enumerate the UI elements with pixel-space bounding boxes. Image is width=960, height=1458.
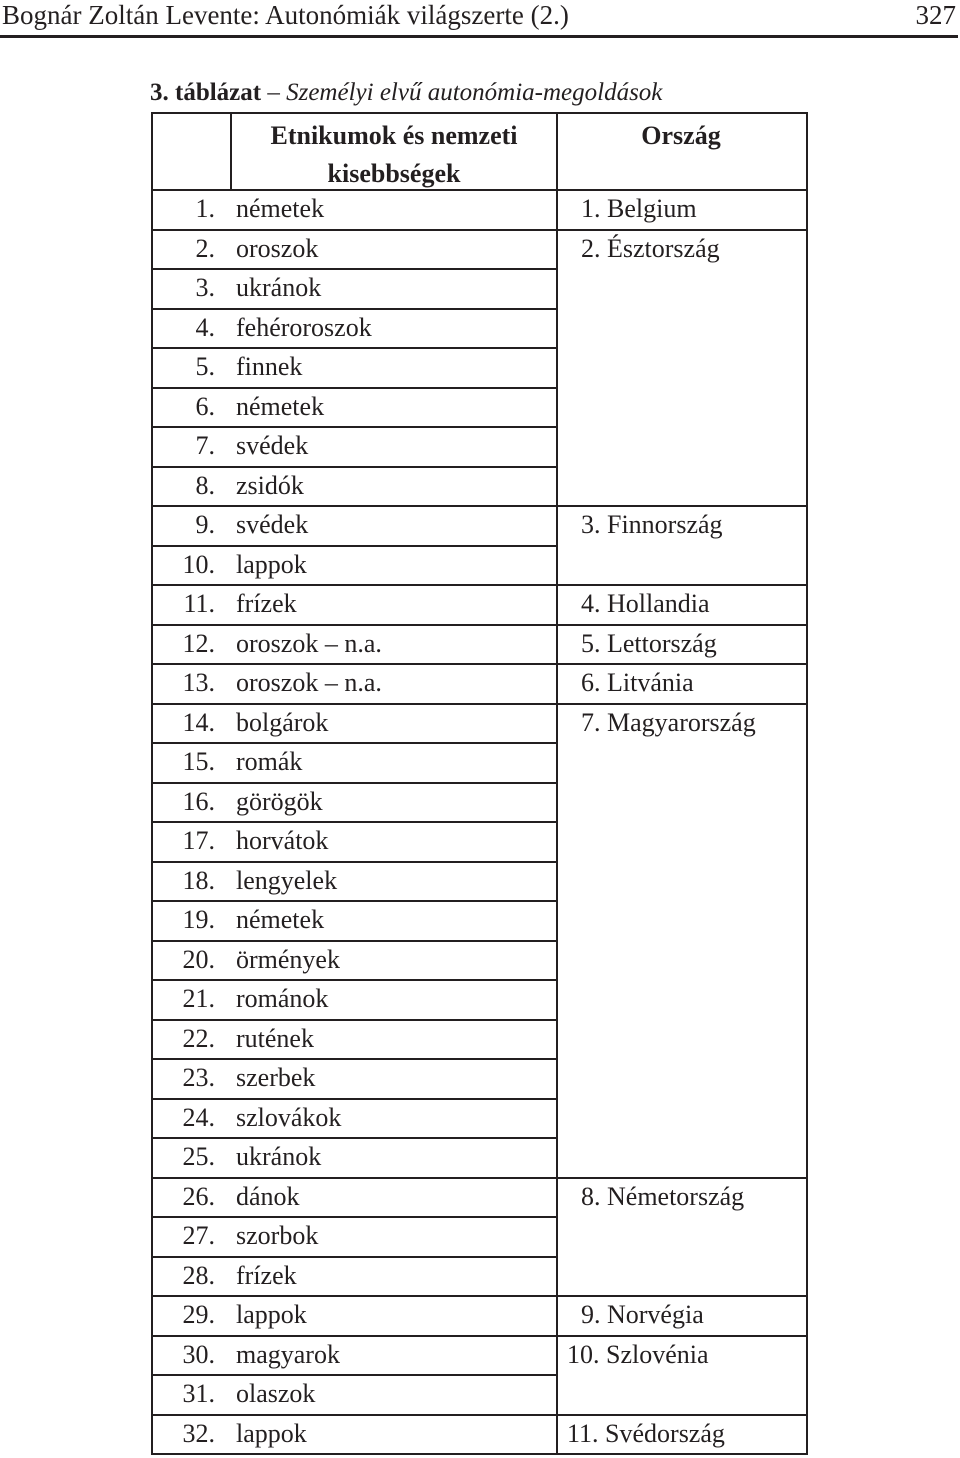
- ethnic-group-name: szerbek: [236, 1063, 316, 1092]
- ethnic-group-name: lengyelek: [236, 865, 338, 895]
- ethnic-group-name: görögök: [236, 786, 323, 816]
- ethnic-group-name: szorbok: [236, 1221, 319, 1250]
- row-number: 13.: [182, 668, 215, 697]
- header-country: Ország: [641, 121, 721, 150]
- ethnic-group-name: németek: [236, 391, 325, 421]
- row-number: 22.: [182, 1023, 215, 1053]
- country-name: 4. Hollandia: [581, 589, 710, 618]
- table-caption: [150, 75, 662, 111]
- header-ethnic-line1: Etnikumok és nemzeti: [270, 121, 518, 150]
- row-number: 16.: [182, 786, 215, 816]
- row-number: 19.: [182, 905, 215, 934]
- ethnic-group-name: zsidók: [236, 470, 304, 500]
- country-name: 1. Belgium: [581, 194, 697, 223]
- ethnic-group-name: ukránok: [236, 1142, 322, 1171]
- row-number: 28.: [182, 1260, 215, 1290]
- row-number: 14.: [182, 707, 215, 737]
- row-number: 5.: [195, 352, 215, 381]
- row-number: 2.: [195, 233, 215, 263]
- ethnic-group-name: finnek: [236, 352, 303, 381]
- row-number: 18.: [182, 865, 215, 895]
- ethnic-group-name: olaszok: [236, 1379, 316, 1408]
- ethnic-group-name: rutének: [236, 1023, 314, 1053]
- ethnic-group-name: svédek: [236, 431, 309, 460]
- row-number: 8.: [195, 470, 215, 500]
- country-name: 11. Svédország: [567, 1418, 725, 1448]
- ethnic-group-name: bolgárok: [236, 707, 329, 737]
- row-number: 24.: [182, 1102, 215, 1132]
- header-ethnic-groups: [232, 117, 556, 193]
- row-number: 7.: [195, 431, 215, 460]
- running-title: Bognár Zoltán Levente: Autonómiák világszerte (2.): [2, 0, 569, 30]
- row-number: 1.: [195, 194, 215, 223]
- row-number: 31.: [182, 1379, 215, 1408]
- table-border-top: [151, 112, 808, 114]
- column-divider: [556, 112, 558, 1453]
- row-number: 4.: [195, 312, 215, 342]
- caption-separator: –: [261, 79, 287, 106]
- row-number: 15.: [182, 747, 215, 776]
- ethnic-group-name: svédek: [236, 510, 309, 539]
- row-number: 25.: [182, 1142, 215, 1171]
- row-number: 3.: [195, 273, 215, 302]
- country-name: 3. Finnország: [581, 510, 723, 539]
- table-border-right: [806, 112, 808, 1455]
- row-number: 17.: [182, 826, 215, 855]
- row-number: 9.: [195, 510, 215, 539]
- country-name: 8. Németország: [581, 1181, 745, 1211]
- row-number: 32.: [182, 1418, 215, 1448]
- caption-label: 3. táblázat: [150, 79, 262, 106]
- row-number: 23.: [182, 1063, 215, 1092]
- ethnic-group-name: romák: [236, 747, 303, 776]
- ethnic-group-name: oroszok – n.a.: [236, 628, 382, 658]
- row-number: 21.: [182, 984, 215, 1013]
- page-number: 327: [915, 0, 956, 30]
- row-number: 29.: [182, 1300, 215, 1329]
- ethnic-group-name: lappok: [236, 1418, 307, 1448]
- ethnic-group-name: ukránok: [236, 273, 322, 302]
- country-name: 10. Szlovénia: [567, 1339, 709, 1369]
- ethnic-group-name: németek: [236, 905, 325, 934]
- ethnic-group-name: dánok: [236, 1181, 300, 1211]
- row-number: 11.: [183, 589, 215, 618]
- row-number: 12.: [182, 628, 215, 658]
- caption-title: Személyi elvű autonómia-megoldások: [286, 79, 663, 106]
- ethnic-group-name: frízek: [236, 1260, 297, 1290]
- country-name: 6. Litvánia: [581, 668, 694, 697]
- row-number: 10.: [182, 549, 215, 579]
- header-number-divider: [230, 112, 232, 189]
- ethnic-group-name: oroszok – n.a.: [236, 668, 382, 697]
- country-name: 7. Magyarország: [581, 707, 756, 737]
- ethnic-group-name: fehéroroszok: [236, 312, 372, 342]
- ethnic-group-name: oroszok: [236, 233, 319, 263]
- header-ethnic-line2: kisebbségek: [327, 159, 461, 188]
- page-header: [0, 0, 958, 38]
- ethnic-group-name: horvátok: [236, 826, 329, 855]
- ethnic-group-name: magyarok: [236, 1339, 340, 1369]
- country-name: 2. Észtország: [581, 233, 720, 263]
- row-number: 6.: [195, 391, 215, 421]
- row-number: 26.: [182, 1181, 215, 1211]
- ethnic-group-name: lappok: [236, 549, 307, 579]
- ethnic-group-name: frízek: [236, 589, 297, 618]
- ethnic-group-name: szlovákok: [236, 1102, 342, 1132]
- ethnic-group-name: örmények: [236, 944, 340, 974]
- row-number: 20.: [182, 944, 215, 974]
- ethnic-group-name: lappok: [236, 1300, 307, 1329]
- country-name: 5. Lettország: [581, 628, 717, 658]
- ethnic-group-name: németek: [236, 194, 325, 223]
- ethnic-group-name: románok: [236, 984, 329, 1013]
- country-name: 9. Norvégia: [581, 1300, 704, 1329]
- row-number: 27.: [182, 1221, 215, 1250]
- row-number: 30.: [182, 1339, 215, 1369]
